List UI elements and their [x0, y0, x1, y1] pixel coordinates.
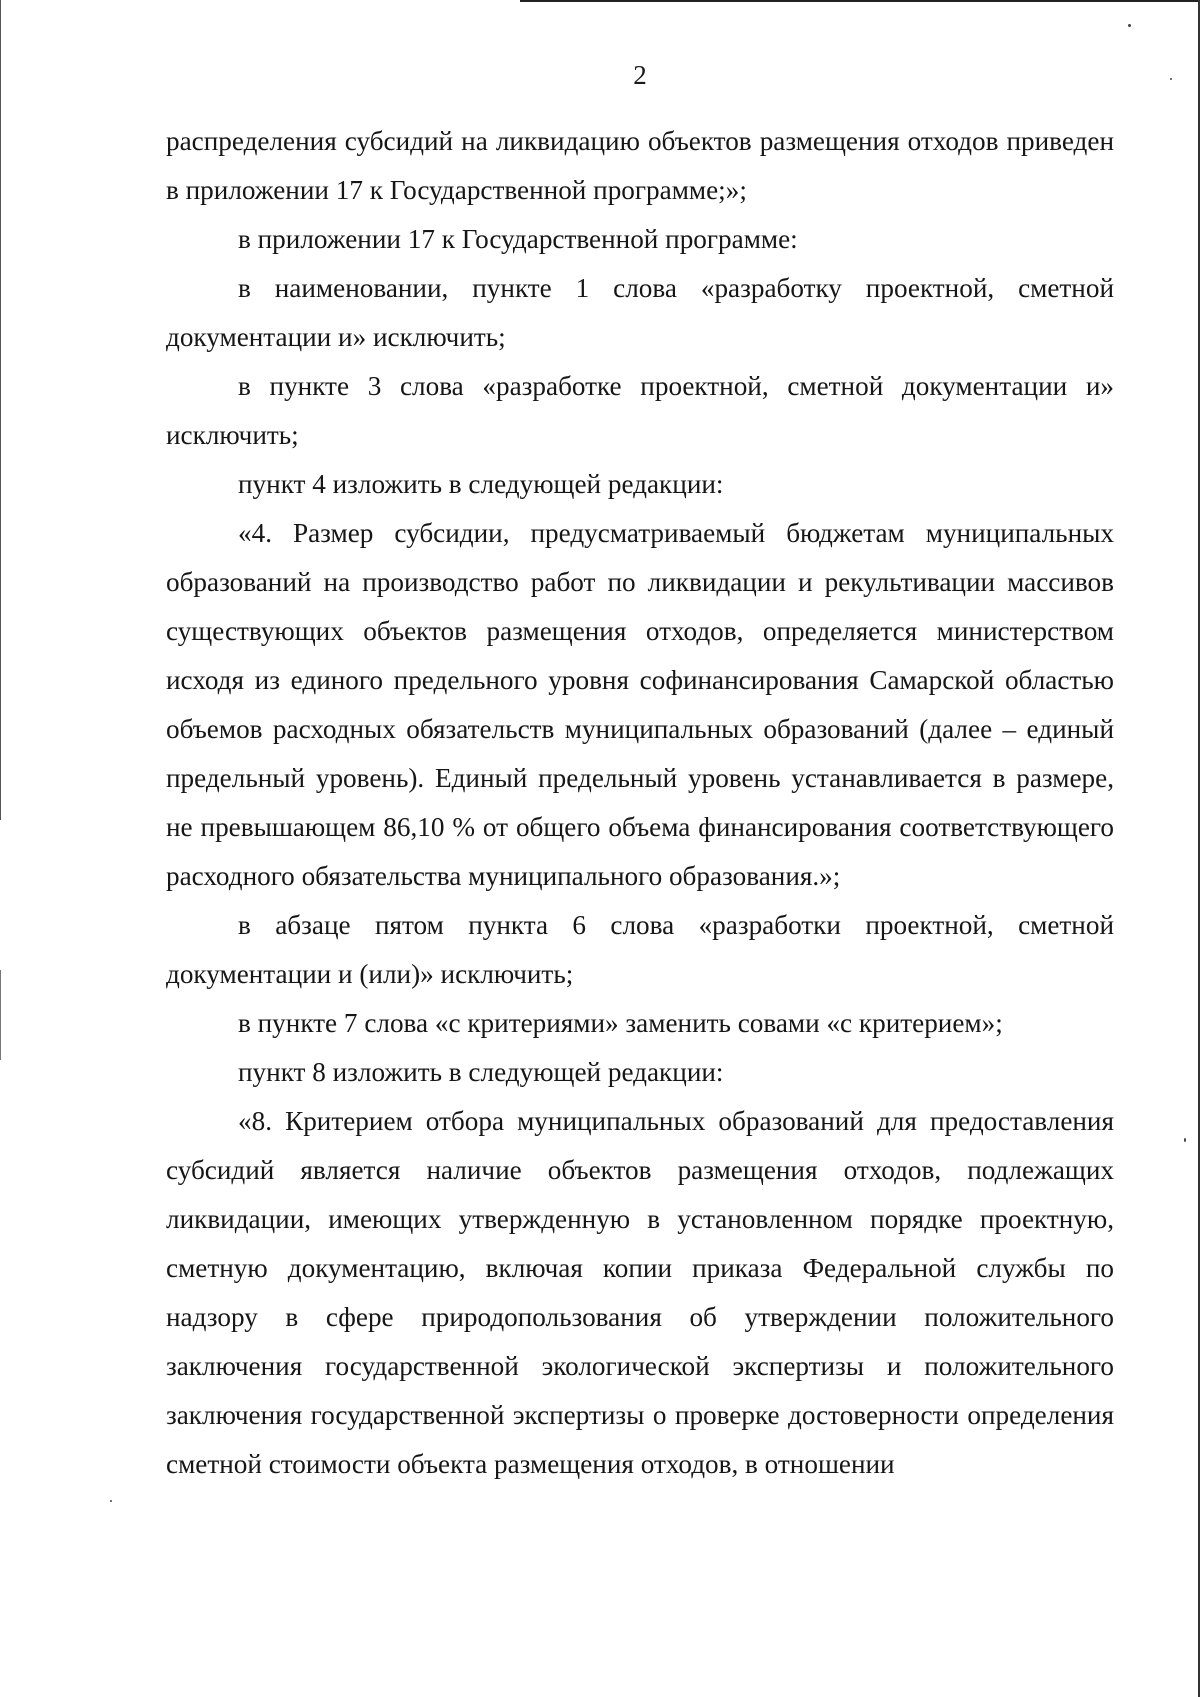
- scan-speck: [110, 1500, 112, 1502]
- paragraph: «8. Критерием отбора муниципальных образований для предоставления субсидий является наличие объектов размещения отходов, подлежащих ликвидации, имеющих утвержденную в установленном порядке проектную, сметную документацию, включая копии приказа Федеральной службы по надзору в сфере природопользования об утверждении положительного заключения государственной экологической экспертизы и положительного заключения государственной экспертизы о проверке достоверности определения сметной стоимости объекта размещения отходов, в отношении: [166, 1106, 1114, 1479]
- paragraph: в наименовании, пункте 1 слова «разработку проектной, сметной документации и» исключить;: [166, 273, 1114, 352]
- scan-edge-left-lower: [0, 970, 1, 1060]
- paragraph: пункт 4 изложить в следующей редакции:: [238, 469, 724, 499]
- scan-edge-left: [0, 0, 1, 820]
- page-number: 2: [633, 60, 647, 90]
- paragraph: в приложении 17 к Государственной программе:: [238, 224, 798, 254]
- document-body: [166, 117, 1114, 1489]
- scan-speck: [1184, 1138, 1186, 1142]
- paragraph: пункт 8 изложить в следующей редакции:: [238, 1057, 724, 1087]
- paragraph: в пункте 7 слова «с критериями» заменить совами «с критерием»;: [238, 1008, 1003, 1038]
- paragraph: распределения субсидий на ликвидацию объектов размещения отходов приведен в приложении 17 к Государственной программе;»;: [166, 126, 1114, 205]
- paragraph: в пункте 3 слова «разработке проектной, сметной документации и» исключить;: [166, 371, 1114, 450]
- scan-edge-top: [520, 0, 1200, 2]
- paragraph: «4. Размер субсидии, предусматриваемый бюджетам муниципальных образований на производство работ по ликвидации и рекультивации массивов существующих объектов размещения отходов, определяется министерством исходя из единого предельного уровня софинансирования Самарской областью объемов расходных обязательств муниципальных образований (далее – единый предельный уровень). Единый предельный уровень устанавливается в размере, не превышающем 86,10 % от общего объема финансирования соответствующего расходного обязательства муниципального образования.»;: [166, 518, 1114, 891]
- paragraph: в абзаце пятом пункта 6 слова «разработки проектной, сметной документации и (или)» исключить;: [166, 910, 1114, 989]
- scan-speck: [1128, 24, 1131, 27]
